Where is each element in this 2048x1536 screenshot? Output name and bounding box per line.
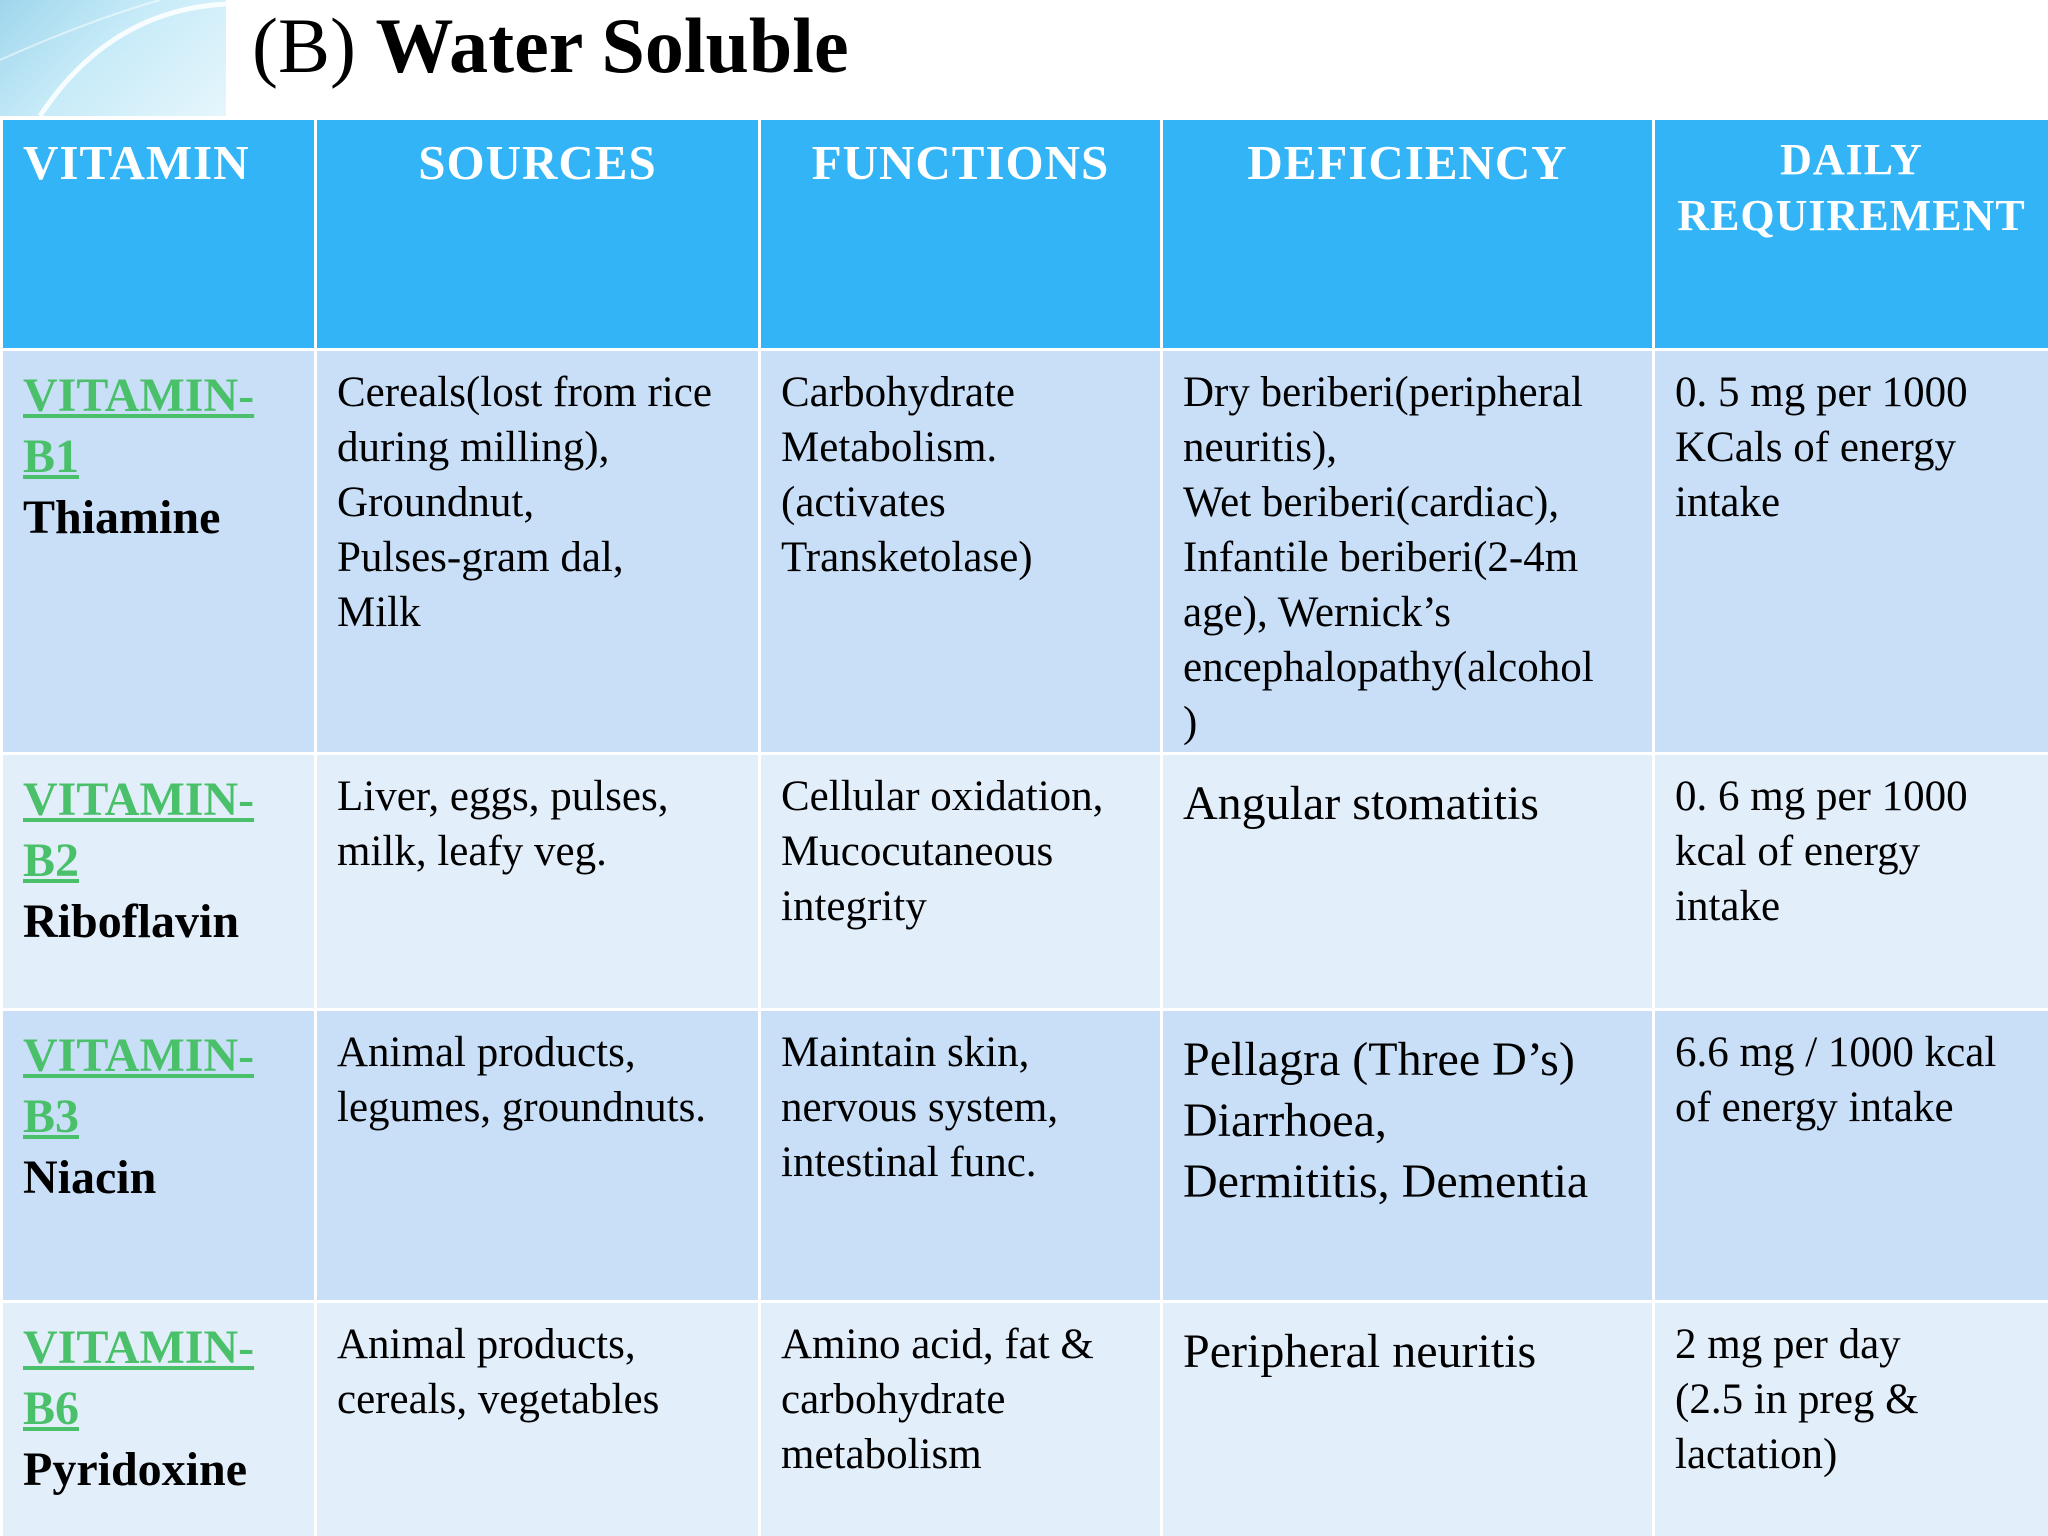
functions-line: (activates: [781, 479, 946, 526]
header-requirement-line2: REQUIREMENT: [1677, 191, 2026, 240]
title-main: Water Soluble: [375, 2, 849, 89]
table-header-row: [2, 119, 2048, 350]
sources-cell: [316, 1302, 760, 1536]
vitamin-link-line2: B2: [23, 834, 80, 887]
vitamin-name: Pyridoxine: [23, 1443, 247, 1496]
deficiency-line: age), Wernick’s: [1183, 589, 1451, 636]
functions-line: Metabolism.: [781, 424, 998, 471]
sources-line: Groundnut,: [337, 479, 535, 526]
sources-line: legumes, groundnuts.: [337, 1084, 707, 1131]
functions-cell: [760, 1302, 1162, 1536]
deficiency-line: Dry beriberi(peripheral: [1183, 369, 1583, 416]
requirement-cell: [1654, 1010, 2048, 1302]
functions-line: Carbohydrate: [781, 369, 1016, 416]
table-row: [2, 350, 2048, 754]
functions-line: Maintain skin,: [781, 1029, 1030, 1076]
vitamin-link[interactable]: [23, 1017, 294, 1147]
table-body: [2, 350, 2048, 1536]
requirement-cell: [1654, 754, 2048, 1010]
vitamin-link-line2: B3: [23, 1090, 80, 1143]
sources-line: cereals, vegetables: [337, 1376, 660, 1423]
functions-line: Cellular oxidation,: [781, 773, 1104, 820]
deficiency-line: Dermititis, Dementia: [1183, 1155, 1589, 1208]
vitamin-name: Niacin: [23, 1151, 157, 1204]
deficiency-cell: [1162, 1010, 1654, 1302]
vitamin-link[interactable]: [23, 761, 294, 891]
header-sources: SOURCES: [316, 119, 760, 350]
sources-cell: [316, 350, 760, 754]
vitamin-link-line1: VITAMIN-: [23, 1321, 255, 1374]
functions-line: Amino acid, fat &: [781, 1321, 1094, 1368]
slide-title: [252, 0, 849, 92]
sources-line: Cereals(lost from rice: [337, 369, 712, 416]
deficiency-line: encephalopathy(alcohol: [1183, 644, 1594, 691]
sources-line: Liver, eggs, pulses,: [337, 773, 669, 820]
deficiency-line: Infantile beriberi(2-4m: [1183, 534, 1579, 581]
requirement-cell: [1654, 1302, 2048, 1536]
vitamin-link-line2: B6: [23, 1382, 80, 1435]
functions-line: integrity: [781, 883, 927, 930]
requirement-line: intake: [1675, 479, 1781, 526]
vitamin-name: Thiamine: [23, 491, 221, 544]
functions-line: carbohydrate: [781, 1376, 1006, 1423]
deficiency-line: Wet beriberi(cardiac),: [1183, 479, 1560, 526]
vitamin-cell: [2, 350, 316, 754]
requirement-line: of energy intake: [1675, 1084, 1954, 1131]
sources-line: Animal products,: [337, 1321, 636, 1368]
vitamin-link-line1: VITAMIN-: [23, 773, 255, 826]
sources-cell: [316, 1010, 760, 1302]
vitamin-link-line1: VITAMIN-: [23, 1029, 255, 1082]
sources-line: Animal products,: [337, 1029, 636, 1076]
sources-line: during milling),: [337, 424, 610, 471]
title-prefix: (B): [252, 2, 376, 89]
requirement-line: KCals of energy: [1675, 424, 1957, 471]
functions-line: Mucocutaneous: [781, 828, 1054, 875]
requirement-line: 6.6 mg / 1000 kcal: [1675, 1029, 1997, 1076]
functions-line: Transketolase): [781, 534, 1033, 581]
vitamin-table: [0, 117, 2048, 1536]
deficiency-line: Pellagra (Three D’s): [1183, 1033, 1575, 1086]
vitamin-link[interactable]: [23, 357, 294, 487]
sources-line: milk, leafy veg.: [337, 828, 607, 875]
vitamin-cell: [2, 754, 316, 1010]
functions-line: intestinal func.: [781, 1139, 1037, 1186]
deficiency-line: Diarrhoea,: [1183, 1094, 1387, 1147]
functions-cell: [760, 754, 1162, 1010]
corner-decoration: [0, 0, 226, 116]
sources-line: Pulses-gram dal,: [337, 534, 624, 581]
requirement-line: (2.5 in preg &: [1675, 1376, 1919, 1423]
sources-line: Milk: [337, 589, 421, 636]
deficiency-cell: [1162, 350, 1654, 754]
vitamin-cell: [2, 1302, 316, 1536]
vitamin-name: Riboflavin: [23, 895, 240, 948]
requirement-line: kcal of energy: [1675, 828, 1921, 875]
deficiency-cell: [1162, 754, 1654, 1010]
deficiency-line: Angular stomatitis: [1183, 777, 1539, 830]
requirement-line: 2 mg per day: [1675, 1321, 1901, 1368]
requirement-line: 0. 5 mg per 1000: [1675, 369, 1968, 416]
requirement-line: 0. 6 mg per 1000: [1675, 773, 1968, 820]
corner-swoosh-graphic: [0, 0, 226, 116]
header-vitamin: VITAMIN: [2, 119, 316, 350]
header-daily-requirement: [1654, 119, 2048, 350]
table-row: [2, 1010, 2048, 1302]
requirement-cell: [1654, 350, 2048, 754]
vitamin-cell: [2, 1010, 316, 1302]
functions-line: metabolism: [781, 1431, 982, 1478]
table-row: [2, 1302, 2048, 1536]
vitamin-link-line1: VITAMIN-: [23, 369, 255, 422]
table-row: [2, 754, 2048, 1010]
vitamin-link-line2: B1: [23, 430, 80, 483]
requirement-line: lactation): [1675, 1431, 1838, 1478]
sources-cell: [316, 754, 760, 1010]
functions-cell: [760, 350, 1162, 754]
deficiency-line: ): [1183, 699, 1198, 746]
requirement-line: intake: [1675, 883, 1781, 930]
header-deficiency: DEFICIENCY: [1162, 119, 1654, 350]
header-requirement-line1: DAILY: [1780, 135, 1923, 184]
header-functions: FUNCTIONS: [760, 119, 1162, 350]
deficiency-cell: [1162, 1302, 1654, 1536]
functions-line: nervous system,: [781, 1084, 1059, 1131]
vitamin-link[interactable]: [23, 1309, 294, 1439]
deficiency-line: Peripheral neuritis: [1183, 1325, 1537, 1378]
deficiency-line: neuritis),: [1183, 424, 1338, 471]
functions-cell: [760, 1010, 1162, 1302]
